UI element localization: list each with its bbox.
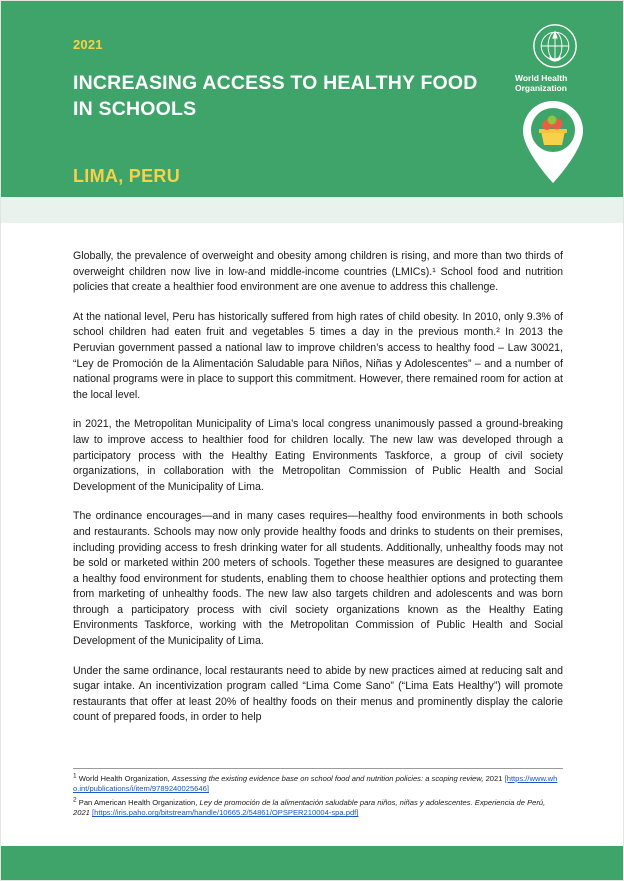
who-logo-line-1: World Health xyxy=(515,73,568,83)
paragraph: The ordinance encourages—and in many cases requires—healthy food environments in both schools and restaurants. Schools may now only provide healthy foods and drinks to students on their premises, including providing access to fresh drinking water for all students. Additionally, unhealthy foods may not be sold or marketed within 200 meters of schools. Together these measures are designed to guarantee a healthy food environment for students, enabling them to choose healthier options and protecting them from marketing of unhealthy foods. The new law also targets children and adolescents and was born through a participatory process with civil society organizations known as the Healthy Eating Environments Taskforce, working with the Metropolitan Commission of Public Health and Social Development of the Municipality of Lima. xyxy=(73,510,563,648)
page-title xyxy=(73,70,503,122)
publication-year: 2021 xyxy=(73,37,103,52)
footnote-year: Experiencia de Perú, 2021 xyxy=(73,797,546,818)
document-header xyxy=(1,1,623,197)
footnote-org: Pan American Health Organization, xyxy=(78,797,198,807)
header-divider-band xyxy=(1,197,623,223)
footnote-org: World Health Organization, xyxy=(78,773,170,783)
footnotes-section xyxy=(73,768,563,822)
page-title-line-1: INCREASING ACCESS TO HEALTHY FOOD xyxy=(73,72,478,94)
footnote-title: Ley de promoción de la alimentación saludable para niños, niñas y adolescentes. xyxy=(199,797,473,807)
page-title-line-2: IN SCHOOLS xyxy=(73,98,197,120)
paragraph: Globally, the prevalence of overweight and obesity among children is rising, and more than two thirds of overweight children now live in low-and middle-income countries (LMICs).¹ School food and nutrition policies that create a healthier food environment are one avenue to address this challenge. xyxy=(73,250,563,294)
footnote-item xyxy=(73,774,563,795)
footnote-link[interactable]: [https://www.who.int/publications/i/item/9789240025646] xyxy=(73,773,558,794)
footer-strip xyxy=(1,846,623,880)
footnote-title: Assessing the existing evidence base on school food and nutrition policies: a scoping review, xyxy=(171,773,484,783)
who-logo xyxy=(509,23,601,93)
footnote-year: 2021 xyxy=(485,773,503,783)
paragraph: Under the same ordinance, local restaurants need to abide by new practices aimed at reducing salt and sugar intake. An incentivization program called “Lima Come Sano” (“Lima Eats Healthy”) will promote restaurants that offer at least 20% of healthy foods on their menus and prominently display the calorie count of prepared foods, in order to help xyxy=(73,664,563,724)
footnote-number: 2 xyxy=(73,796,77,804)
header-text-block xyxy=(73,37,503,187)
article-content xyxy=(1,223,623,726)
document-body xyxy=(1,223,623,880)
paragraph: At the national level, Peru has historically suffered from high rates of child obesity. In 2010, only 9.3% of school children had eaten fruit and vegetables 5 times a day in the previous month.² In 2013 the Peruvian government passed a national law to improve children’s access to healthy food – Law 30021, “Ley de Promoción de la Alimentación Saludable para Niños, Niñas y Adolescentes” – and a number of national programs were in place to support this commitment. However, there remained room for action at the local level. xyxy=(73,310,563,401)
footnote-item xyxy=(73,798,563,819)
who-logo-line-2: Organization xyxy=(515,83,567,93)
who-emblem-icon xyxy=(532,23,578,69)
footnote-number: 1 xyxy=(73,772,77,780)
location-subtitle: LIMA, PERU xyxy=(73,166,181,186)
map-pin-fruit-basket-icon xyxy=(519,99,587,185)
who-logo-text xyxy=(509,73,601,93)
footnote-link[interactable]: [https://iris.paho.org/bitstream/handle/10665.2/54861/OPSPER210004-spa.pdf] xyxy=(92,808,359,818)
paragraph: in 2021, the Metropolitan Municipality of Lima’s local congress unanimously passed a ground-breaking law to improve access to healthier food for children locally. The new law was developed through a participatory process with the Healthy Eating Environments Taskforce, a group of civil society organizations, in collaboration with the Metropolitan Commission of Public Health and Social Development of the Municipality of Lima. xyxy=(73,418,563,493)
